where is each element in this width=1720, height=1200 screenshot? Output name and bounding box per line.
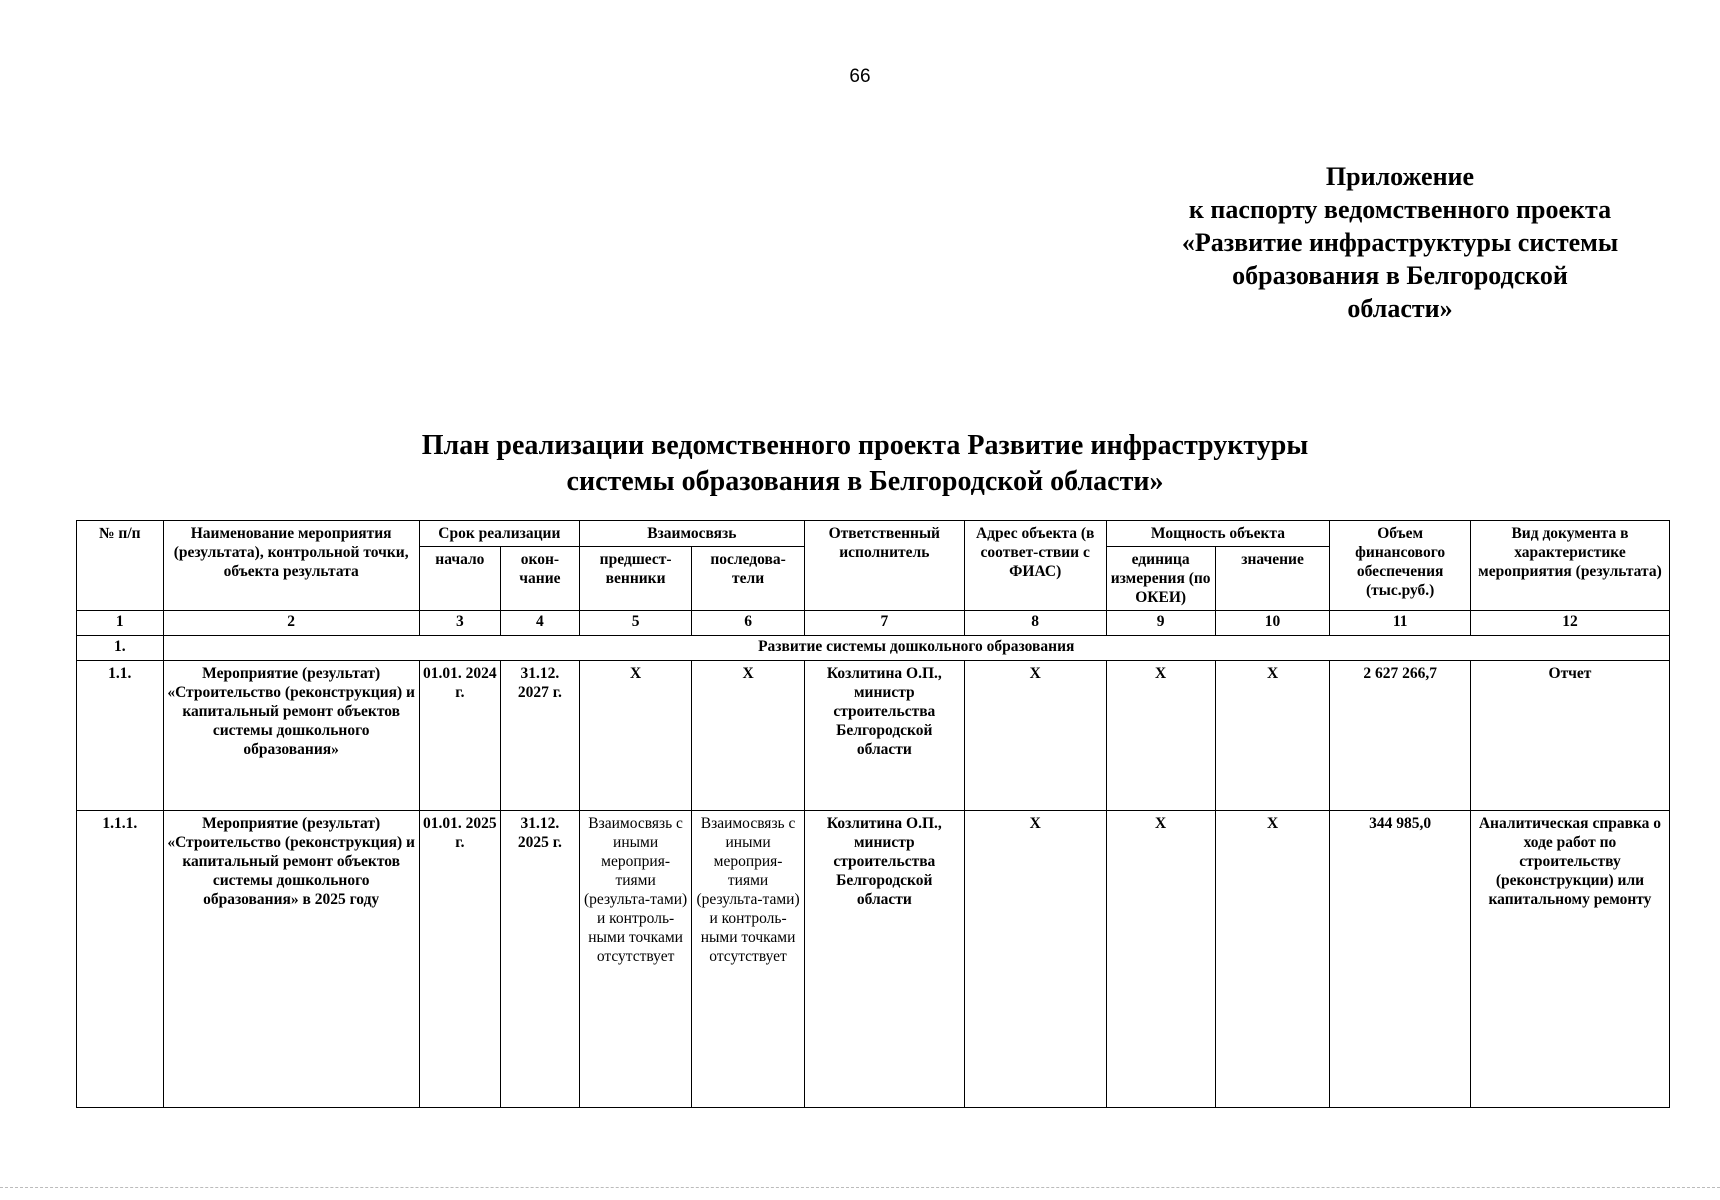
appendix-line: к паспорту ведомственного проекта (1188, 195, 1612, 224)
row-prev: Х (579, 661, 691, 811)
row-next: Х (692, 661, 804, 811)
column-number: 6 (692, 611, 804, 636)
header-period-start: начало (419, 547, 500, 611)
column-number: 2 (163, 611, 419, 636)
row-unit: Х (1106, 811, 1215, 1108)
column-number: 8 (964, 611, 1106, 636)
appendix-line: Приложение (1325, 162, 1475, 191)
row-num: 1.1.1. (77, 811, 164, 1108)
header-address: Адрес объекта (в соответ-ствии с ФИАС) (964, 521, 1106, 611)
header-period-end: окон-чание (500, 547, 579, 611)
implementation-plan-table (76, 520, 1670, 1108)
row-value: Х (1215, 661, 1330, 811)
header-capacity: Мощность объекта (1106, 521, 1330, 547)
row-next: Взаимосвязь с иными мероприя-тиями (результа-тами) и контроль-ными точками отсутствует (692, 811, 804, 1108)
row-unit: Х (1106, 661, 1215, 811)
header-doc-type: Вид документа в характеристике мероприятия (результата) (1470, 521, 1669, 611)
row-finance: 344 985,0 (1330, 811, 1471, 1108)
row-num: 1.1. (77, 661, 164, 811)
table-row (77, 661, 1670, 811)
header-responsible: Ответственный исполнитель (804, 521, 964, 611)
row-prev: Взаимосвязь с иными мероприя-тиями (результа-тами) и контроль-ными точками отсутствует (579, 811, 691, 1108)
column-number-row (77, 611, 1670, 636)
row-doc: Отчет (1470, 661, 1669, 811)
row-name: Мероприятие (результат) «Строительство (реконструкция) и капитальный ремонт объектов системы дошкольного образования» (163, 661, 419, 811)
row-name: Мероприятие (результат) «Строительство (реконструкция) и капитальный ремонт объектов системы дошкольного образования» в 2025 году (163, 811, 419, 1108)
appendix-line: области» (1347, 294, 1453, 323)
section-row (77, 636, 1670, 661)
header-name: Наименование мероприятия (результата), контрольной точки, объекта результата (163, 521, 419, 611)
section-title: Развитие системы дошкольного образования (163, 636, 1669, 661)
header-relation-prev: предшест-венники (579, 547, 691, 611)
row-finance: 2 627 266,7 (1330, 661, 1471, 811)
column-number: 4 (500, 611, 579, 636)
header-capacity-value: значение (1215, 547, 1330, 611)
column-number: 5 (579, 611, 691, 636)
row-doc: Аналитическая справка о ходе работ по строительству (реконструкции) или капитальному ремонту (1470, 811, 1669, 1108)
row-responsible: Козлитина О.П., министр строительства Белгородской области (804, 811, 964, 1108)
column-number: 10 (1215, 611, 1330, 636)
column-number: 1 (77, 611, 164, 636)
page-number: 66 (849, 66, 871, 87)
document-title-line: План реализации ведомственного проекта Развитие инфраструктуры (421, 430, 1309, 461)
appendix-line: «Развитие инфраструктуры системы (1181, 228, 1619, 257)
header-finance: Объем финансового обеспечения (тыс.руб.) (1330, 521, 1471, 611)
row-address: Х (964, 811, 1106, 1108)
row-value: Х (1215, 811, 1330, 1108)
appendix-line: образования в Белгородской (1232, 261, 1568, 290)
column-number: 7 (804, 611, 964, 636)
row-end: 31.12. 2027 г. (500, 661, 579, 811)
header-num: № п/п (77, 521, 164, 611)
section-num: 1. (77, 636, 164, 661)
header-relation: Взаимосвязь (579, 521, 804, 547)
column-number: 11 (1330, 611, 1471, 636)
row-end: 31.12. 2025 г. (500, 811, 579, 1108)
row-address: Х (964, 661, 1106, 811)
column-number: 12 (1470, 611, 1669, 636)
row-start: 01.01. 2024 г. (419, 661, 500, 811)
row-responsible: Козлитина О.П., министр строительства Белгородской области (804, 661, 964, 811)
page-bottom-edge (0, 1187, 1720, 1188)
appendix-heading (1130, 160, 1670, 325)
document-title (300, 428, 1430, 500)
column-number: 9 (1106, 611, 1215, 636)
document-title-line: системы образования в Белгородской области» (566, 466, 1164, 497)
header-capacity-unit: единица измерения (по ОКЕИ) (1106, 547, 1215, 611)
header-row (77, 521, 1670, 547)
header-relation-next: последова-тели (692, 547, 804, 611)
row-start: 01.01. 2025 г. (419, 811, 500, 1108)
header-period: Срок реализации (419, 521, 579, 547)
table-row (77, 811, 1670, 1108)
column-number: 3 (419, 611, 500, 636)
